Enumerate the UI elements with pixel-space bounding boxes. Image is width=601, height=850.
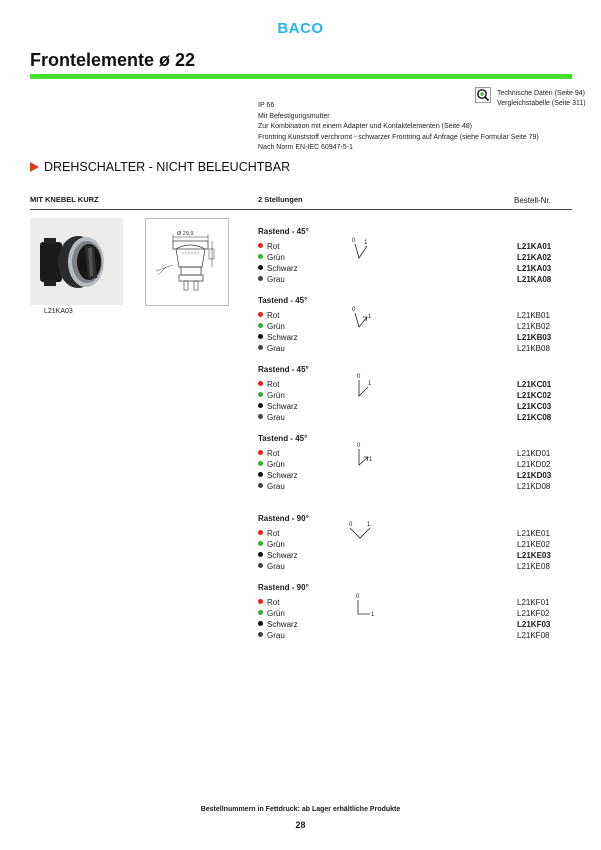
color-dot-icon	[258, 334, 263, 339]
position-label: 1	[369, 457, 373, 463]
color-dot-icon	[258, 599, 263, 604]
color-option	[258, 252, 285, 263]
color-option	[258, 448, 279, 459]
order-number: L21KD01	[517, 449, 551, 458]
order-number: L21KE02	[517, 540, 550, 549]
color-option	[258, 630, 285, 641]
order-number: L21KF03	[517, 620, 551, 629]
group-title: Rastend - 90°	[258, 583, 309, 592]
reference-links	[497, 89, 586, 109]
color-option	[258, 310, 279, 321]
color-dot-icon	[258, 345, 263, 350]
color-label: Grau	[267, 275, 285, 284]
order-number: L21KB08	[517, 344, 550, 353]
order-number: L21KE08	[517, 562, 550, 571]
color-option	[258, 528, 279, 539]
color-dot-icon	[258, 323, 263, 328]
drawing-dimension-label: Ø 29,9	[177, 231, 194, 237]
order-number: L21KB02	[517, 322, 550, 331]
table-header-positions: 2 Stellungen	[258, 195, 303, 204]
order-number: L21KF08	[517, 631, 550, 640]
color-option	[258, 274, 285, 285]
color-option	[258, 539, 285, 550]
color-option	[258, 470, 298, 481]
color-option	[258, 561, 285, 572]
color-option	[258, 550, 298, 561]
color-dot-icon	[258, 414, 263, 419]
color-dot-icon	[258, 403, 263, 408]
order-number: L21KA03	[517, 264, 552, 273]
color-dot-icon	[258, 610, 263, 615]
color-label: Grau	[267, 631, 285, 640]
color-label: Rot	[267, 311, 280, 320]
color-label: Rot	[267, 380, 280, 389]
color-option	[258, 343, 285, 354]
color-label: Schwarz	[267, 551, 298, 560]
color-dot-icon	[258, 392, 263, 397]
spec-item: Frontring Kunststoff verchromt - schwarzer Frontring auf Anfrage (siehe Formular Seite 79)	[258, 133, 539, 141]
color-dot-icon	[258, 243, 263, 248]
position-label: 1	[368, 381, 372, 387]
color-label: Rot	[267, 242, 280, 251]
color-label: Schwarz	[267, 620, 298, 629]
dimension-drawing	[145, 218, 229, 306]
position-label: 0	[352, 307, 356, 313]
switch-position-symbol	[343, 439, 383, 479]
order-number: L21KA01	[517, 242, 552, 251]
color-dot-icon	[258, 265, 263, 270]
group-title: Rastend - 45°	[258, 365, 309, 374]
order-number: L21KD08	[517, 482, 551, 491]
position-label: 1	[368, 314, 372, 320]
color-dot-icon	[258, 254, 263, 259]
order-number: L21KB03	[517, 333, 552, 342]
color-option	[258, 390, 285, 401]
position-label: 0	[349, 522, 353, 528]
color-dot-icon	[258, 530, 263, 535]
color-dot-icon	[258, 472, 263, 477]
position-label: 1	[371, 612, 375, 618]
color-dot-icon	[258, 483, 263, 488]
color-option	[258, 332, 298, 343]
color-label: Grün	[267, 322, 285, 331]
color-label: Grau	[267, 413, 285, 422]
brand-logo: BACO	[277, 20, 324, 37]
color-label: Rot	[267, 449, 280, 458]
triangle-bullet-icon	[30, 162, 39, 172]
color-option	[258, 412, 285, 423]
position-label: 1	[364, 240, 368, 246]
order-number: L21KE03	[517, 551, 551, 560]
color-dot-icon	[258, 381, 263, 386]
position-label: 1	[367, 522, 371, 528]
color-dot-icon	[258, 450, 263, 455]
color-label: Schwarz	[267, 264, 298, 273]
color-label: Rot	[267, 598, 280, 607]
order-number: L21KE01	[517, 529, 550, 538]
color-option	[258, 321, 285, 332]
magnifier-plus-icon[interactable]	[475, 87, 491, 103]
color-label: Grün	[267, 540, 285, 549]
title-underline	[30, 74, 572, 79]
group-title: Tastend - 45°	[258, 434, 308, 443]
group-title: Tastend - 45°	[258, 296, 308, 305]
color-option	[258, 263, 298, 274]
page-number: 28	[295, 820, 306, 830]
position-label: 0	[356, 594, 360, 600]
color-label: Grün	[267, 391, 285, 400]
color-option	[258, 481, 285, 492]
technical-data-link[interactable]: Technische Daten (Seite 94)	[497, 90, 585, 97]
color-dot-icon	[258, 621, 263, 626]
section-title-text: DREHSCHALTER - NICHT BELEUCHTBAR	[44, 160, 291, 174]
order-number: L21KF02	[517, 609, 550, 618]
color-option	[258, 379, 279, 390]
order-number: L21KC02	[517, 391, 552, 400]
switch-position-symbol	[343, 588, 383, 628]
order-number: L21KF01	[517, 598, 550, 607]
color-option	[258, 459, 285, 470]
color-option	[258, 241, 279, 252]
order-number: L21KD02	[517, 460, 551, 469]
spec-item: Zur Kombination mit einem Adapter und Kontaktelementen (Seite 48)	[258, 123, 473, 130]
switch-position-symbol	[343, 370, 383, 410]
order-number: L21KB01	[517, 311, 550, 320]
switch-position-symbol	[343, 232, 383, 272]
group-title: Rastend - 90°	[258, 514, 309, 523]
color-dot-icon	[258, 632, 263, 637]
comparison-table-link[interactable]: Vergleichstabelle (Seite 311)	[497, 100, 586, 107]
order-number: L21KC03	[517, 402, 552, 411]
color-label: Rot	[267, 529, 280, 538]
spec-item: Mit Befestigungsmutter	[258, 112, 330, 120]
order-number: L21KA02	[517, 253, 552, 262]
color-label: Grau	[267, 562, 285, 571]
color-label: Grün	[267, 609, 285, 618]
product-photo	[30, 218, 123, 305]
color-label: Grün	[267, 253, 285, 262]
order-number: L21KD03	[517, 471, 552, 480]
color-dot-icon	[258, 541, 263, 546]
color-label: Schwarz	[267, 333, 298, 342]
position-label: 0	[357, 374, 361, 380]
photo-caption: L21KA03	[44, 308, 73, 315]
header-divider	[30, 209, 572, 210]
color-option	[258, 608, 285, 619]
color-label: Schwarz	[267, 402, 298, 411]
page-title: Frontelemente ø 22	[30, 50, 196, 70]
color-option	[258, 401, 298, 412]
color-label: Grün	[267, 460, 285, 469]
switch-position-symbol	[343, 519, 383, 559]
color-dot-icon	[258, 312, 263, 317]
footnote: Bestellnummern in Fettdruck: ab Lager erhältliche Produkte	[200, 806, 401, 813]
color-dot-icon	[258, 552, 263, 557]
color-label: Grau	[267, 482, 285, 491]
position-label: 0	[357, 443, 361, 449]
color-option	[258, 597, 279, 608]
section-title	[30, 160, 290, 174]
group-title: Rastend - 45°	[258, 227, 309, 236]
table-header-order-no: Bestell-Nr.	[514, 196, 551, 205]
color-option	[258, 619, 298, 630]
order-number: L21KC01	[517, 380, 552, 389]
color-dot-icon	[258, 461, 263, 466]
position-label: 0	[352, 238, 356, 244]
color-dot-icon	[258, 563, 263, 568]
spec-item: Nach Norm EN-IEC 60947-5-1	[258, 144, 353, 151]
order-number: L21KC08	[517, 413, 552, 422]
color-label: Schwarz	[267, 471, 298, 480]
spec-item: IP 66	[258, 102, 275, 109]
order-number: L21KA08	[517, 275, 552, 284]
color-label: Grau	[267, 344, 285, 353]
switch-position-symbol	[343, 301, 383, 341]
dimension-drawing-svg	[146, 219, 228, 305]
table-header-type: MIT KNEBEL KURZ	[30, 195, 99, 204]
color-dot-icon	[258, 276, 263, 281]
